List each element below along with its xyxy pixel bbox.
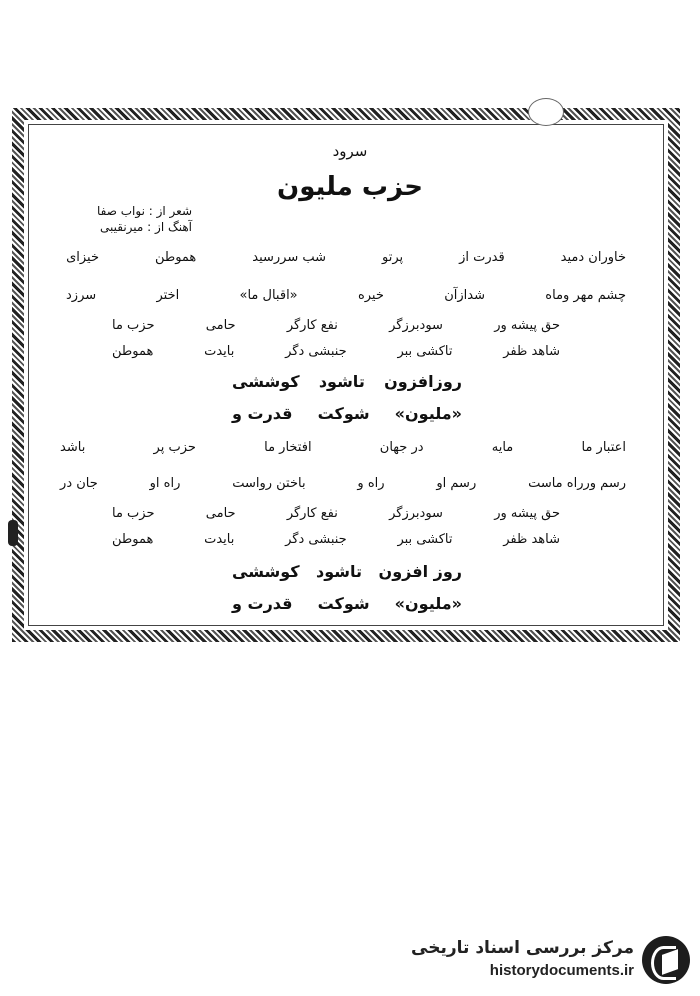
word: شاهد ظفر — [503, 344, 560, 359]
word: باختن رواست — [232, 476, 306, 491]
word: قدرت و — [232, 594, 293, 613]
stanza2-line4 — [112, 532, 560, 547]
word: نفع کارگر — [286, 318, 338, 333]
refrain2-line2 — [232, 594, 462, 613]
watermark-url: historydocuments.ir — [489, 962, 634, 979]
word: جنبشی دگر — [285, 532, 347, 547]
word: «ملیون» — [394, 404, 462, 423]
stanza1-line1 — [66, 250, 626, 265]
border-side-ornament — [8, 520, 18, 546]
watermark-name: مرکز بررسی اسناد تاریخی — [411, 938, 634, 958]
word: «اقبال ما» — [239, 288, 298, 303]
stanza1-line4 — [112, 344, 560, 359]
word: خیزای — [66, 250, 99, 265]
credit-music: آهنگ از : میرنقیبی — [100, 220, 192, 234]
word: بایدت — [204, 344, 235, 359]
word: هموطن — [112, 344, 154, 359]
word: خاوران دمید — [560, 250, 626, 265]
stanza2-line2 — [60, 476, 626, 491]
word: حامی — [205, 506, 236, 521]
word: راه او — [149, 476, 181, 491]
word: شوکت — [317, 404, 370, 423]
word: شب سررسید — [252, 250, 327, 265]
word: رسم ورراه ماست — [528, 476, 626, 491]
word: هموطن — [154, 250, 197, 265]
word: مایه — [491, 440, 514, 455]
word: حزب ما — [112, 506, 155, 521]
word: نفع کارگر — [286, 506, 338, 521]
word: رسم او — [436, 476, 477, 491]
stanza2-line3 — [112, 506, 560, 521]
word: بایدت — [204, 532, 235, 547]
word: سرزد — [66, 288, 97, 303]
word: قدرت و — [232, 404, 293, 423]
stanza1-line2 — [66, 288, 626, 303]
word: کوششی — [232, 562, 300, 581]
word: حزب ما — [112, 318, 155, 333]
word: جنبشی دگر — [285, 344, 347, 359]
word: شاهد ظفر — [503, 532, 560, 547]
archive-logo-icon — [642, 936, 690, 984]
word: روزافزون — [384, 372, 462, 391]
word: راه و — [357, 476, 385, 491]
word: افتخار ما — [264, 440, 312, 455]
word: سودبرزگر — [389, 318, 443, 333]
word: حق پیشه ور — [494, 318, 560, 333]
credit-lyrics: شعر از : نواب صفا — [97, 204, 192, 218]
watermark — [411, 934, 690, 988]
refrain1-line2 — [232, 404, 462, 423]
word: باشد — [60, 440, 86, 455]
word: هموطن — [112, 532, 154, 547]
word: در جهان — [379, 440, 424, 455]
word: شوکت — [317, 594, 370, 613]
border-oval-ornament — [528, 98, 564, 126]
refrain1-line1 — [232, 372, 462, 391]
word: اعتبار ما — [581, 440, 626, 455]
word: تاشود — [316, 562, 363, 581]
word: شدازآن — [444, 288, 485, 303]
word: تاکشی ببر — [397, 344, 453, 359]
word: حق پیشه ور — [494, 506, 560, 521]
word: «ملیون» — [394, 594, 462, 613]
word: تاشود — [318, 372, 365, 391]
word: پرتو — [382, 250, 404, 265]
stanza1-line3 — [112, 318, 560, 333]
word: کوششی — [232, 372, 300, 391]
word: خیره — [357, 288, 384, 303]
word: حامی — [205, 318, 236, 333]
word: تاکشی ببر — [397, 532, 453, 547]
word: جان در — [60, 476, 98, 491]
song-title: حزب ملیون — [277, 172, 423, 202]
word: چشم مهر وماه — [545, 288, 626, 303]
word: روز افزون — [378, 562, 462, 581]
song-subtitle: سرود — [332, 142, 368, 160]
refrain2-line1 — [232, 562, 462, 581]
stanza2-line1 — [60, 440, 626, 455]
word: اختر — [156, 288, 180, 303]
word: قدرت از — [459, 250, 505, 265]
word: سودبرزگر — [389, 506, 443, 521]
word: حزب پر — [153, 440, 196, 455]
